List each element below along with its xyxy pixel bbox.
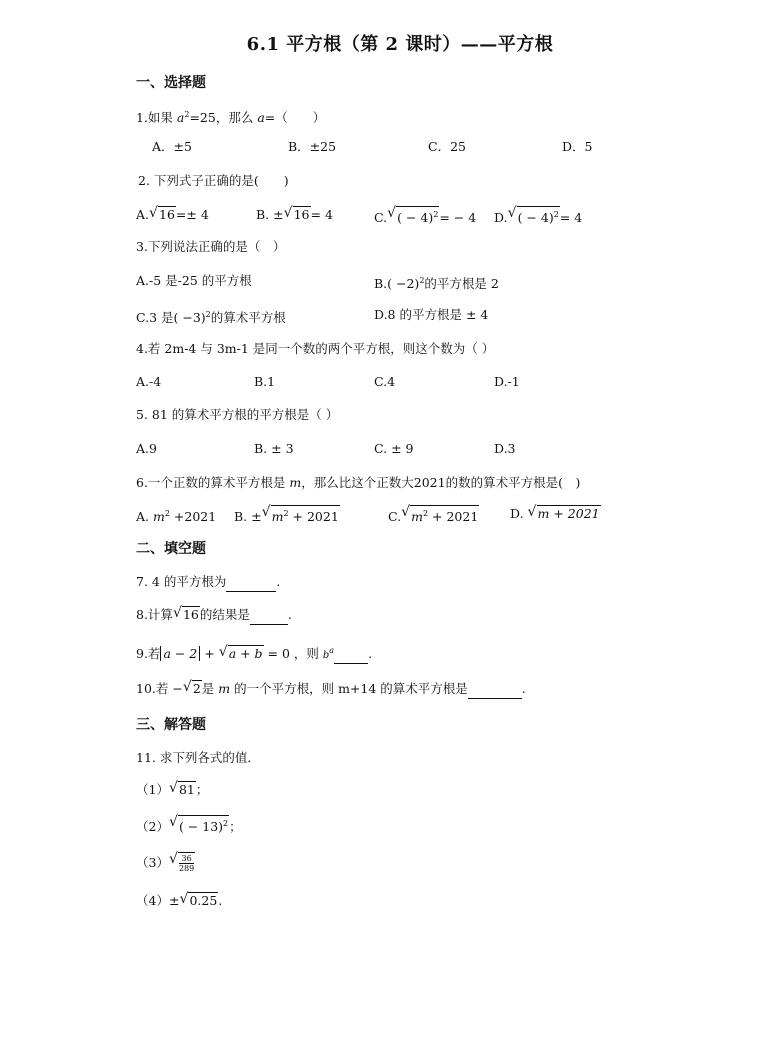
question-2-option-c: C.√ ( − 4)$^2$= − 4 — [374, 206, 476, 227]
section-heading-answer: 三、解答题 — [136, 717, 206, 733]
question-4-option-d: D.-1 — [494, 374, 520, 389]
sqrt-symbol: √ m + 2021 — [528, 505, 601, 523]
question-3-option-a: A.-5 是-25 的平方根 — [136, 273, 252, 288]
question-5-option-c: C. ± 9 — [374, 441, 414, 456]
question-11-item-2: （2）√ ( − 13)$^2$； — [136, 815, 242, 836]
fraction: √ $\frac{36}{289}$ — [178, 854, 195, 873]
question-1-option-a: A．±5 — [152, 139, 192, 154]
question-2-stem: 2. 下列式子正确的是( ) — [138, 173, 289, 188]
sqrt-symbol: √ ( − 4)$^2$ — [387, 206, 439, 227]
answer-blank — [468, 680, 522, 699]
question-1-stem: 1.如果 $a^2=25$，那么 a=（ ） — [136, 110, 326, 126]
question-5-option-d: D.3 — [494, 441, 516, 456]
question-7: 7. 4 的平方根为 . — [136, 573, 280, 592]
question-6-option-a: A. $m^2 +2021$ — [136, 509, 217, 525]
question-10: 10.若 −√ 2是 m 的一个平方根，则 m+14 的算术平方根是 . — [136, 680, 526, 699]
answer-blank — [334, 645, 368, 664]
question-11-item-3: （3） √ $\frac{36}{289}$ — [136, 852, 195, 873]
sqrt-symbol — [169, 852, 195, 873]
question-3-stem: 3.下列说法正确的是（ ） — [136, 239, 286, 254]
question-4-option-c: C.4 — [374, 374, 396, 389]
question-9: 9.若 a − 2 + √ a + b = 0 ，则 $b^a$ . — [136, 642, 372, 665]
question-6-option-d: D. √ m + 2021 — [510, 505, 601, 523]
question-6-option-c: C.√ $m^2 + 2021$ — [388, 505, 479, 526]
question-3-option-d: D.8 的平方根是 ± 4 — [374, 307, 489, 322]
question-5-option-b: B. ± 3 — [254, 441, 294, 456]
question-2-option-a: A.√ 16=± 4 — [136, 206, 209, 224]
sqrt-symbol: √ 81 — [169, 781, 196, 799]
sqrt-symbol: √ ( − 13)$^2$ — [169, 815, 229, 836]
question-3-option-b: $B.( -2)^2$的平方根是 2 — [374, 276, 499, 292]
sqrt-symbol: √ $m^2 + 2021$ — [401, 505, 479, 526]
sqrt-symbol: √ a + b — [219, 645, 264, 663]
page-title: 6.1 平方根（第 2 课时）——平方根 — [246, 34, 554, 55]
question-8: 8.计算√ 16的结果是 . — [136, 606, 292, 625]
question-11-item-4: （4）±√ 0.25. — [136, 892, 222, 910]
sqrt-symbol: √ 2 — [183, 680, 202, 698]
question-5-option-a: A.9 — [136, 441, 157, 456]
question-3-option-c: C.3 是( −3)$^2$的算术平方根 — [136, 310, 286, 326]
sqrt-symbol: √ ( − 4)$^2$ — [508, 206, 560, 227]
question-11-item-1: （1）√ 81； — [136, 781, 208, 799]
sqrt-symbol: √ 16 — [173, 606, 200, 624]
sqrt-symbol: √ $m^2 + 2021$ — [262, 505, 340, 526]
question-6-stem: 6.一个正数的算术平方根是 m，那么比这个正数大2021的数的算术平方根是( ) — [136, 475, 581, 490]
sqrt-symbol: √ 16 — [284, 206, 311, 224]
question-1-option-b: B．±25 — [288, 139, 337, 154]
question-4-stem: 4.若 2m-4 与 3m-1 是同一个数的两个平方根，则这个数为（ ） — [136, 341, 495, 356]
question-1-option-c: C．25 — [428, 139, 466, 154]
sqrt-symbol: √ 16 — [149, 206, 176, 224]
question-5-stem: 5. 81 的算术平方根的平方根是（ ） — [136, 407, 339, 422]
answer-blank — [226, 573, 276, 592]
question-6-option-b: B. ±√ $m^2 + 2021$ — [234, 505, 340, 526]
question-4-option-a: A.-4 — [136, 374, 162, 389]
sqrt-symbol: √ 0.25 — [179, 892, 218, 910]
question-4-option-b: B.1 — [254, 374, 276, 389]
question-11-stem: 11. 求下列各式的值． — [136, 750, 260, 765]
question-1-option-d: D．5 — [562, 139, 593, 154]
section-heading-choice: 一、选择题 — [136, 75, 206, 91]
question-2-option-d: D.√ ( − 4)$^2$= 4 — [494, 206, 582, 227]
answer-blank — [250, 606, 288, 625]
question-2-option-b: B. ±√ 16= 4 — [256, 206, 333, 224]
section-heading-fill: 二、填空题 — [136, 541, 206, 557]
